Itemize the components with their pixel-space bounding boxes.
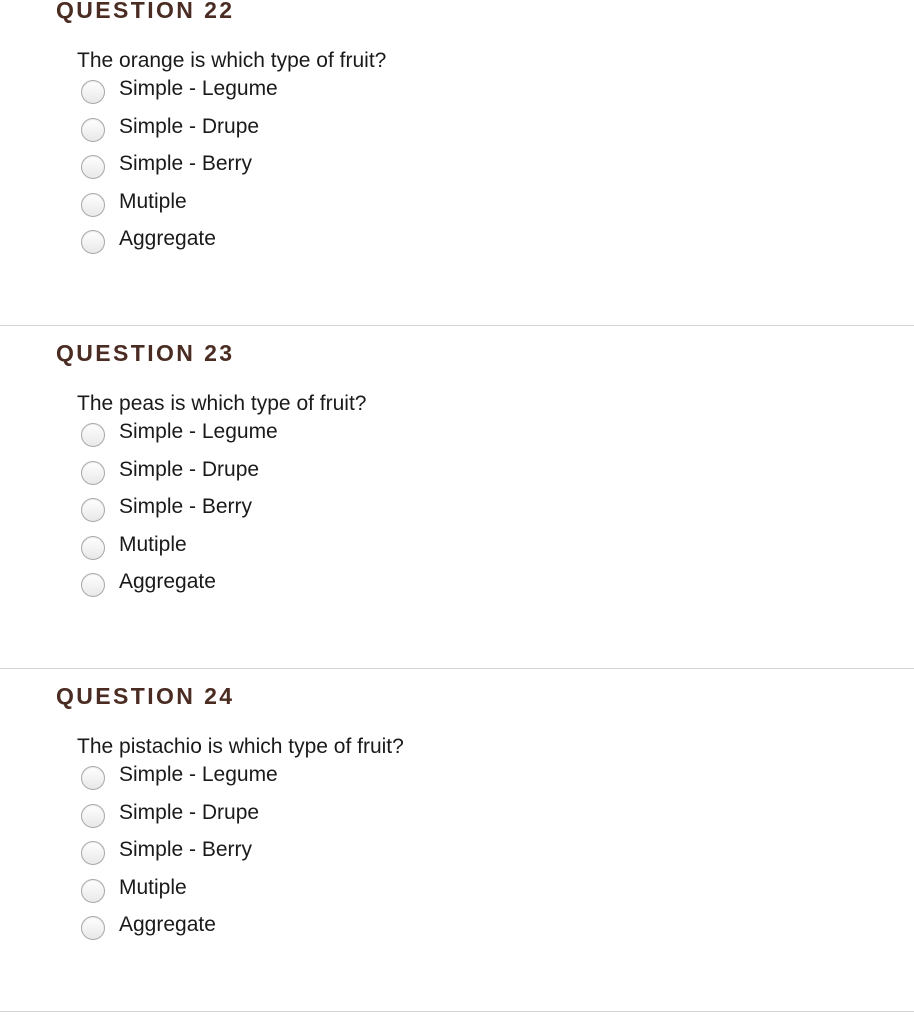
option-label[interactable]: Aggregate bbox=[119, 913, 216, 936]
radio-button[interactable] bbox=[81, 118, 105, 142]
radio-button[interactable] bbox=[81, 841, 105, 865]
radio-button[interactable] bbox=[81, 916, 105, 940]
question-block bbox=[0, 340, 914, 683]
option-label[interactable]: Simple - Legume bbox=[119, 763, 278, 786]
option-label[interactable]: Simple - Legume bbox=[119, 77, 278, 100]
question-text: The pistachio is which type of fruit? bbox=[77, 735, 404, 758]
option-label[interactable]: Aggregate bbox=[119, 227, 216, 250]
radio-button[interactable] bbox=[81, 155, 105, 179]
answer-option[interactable] bbox=[81, 458, 481, 496]
question-block bbox=[0, 0, 914, 340]
option-label[interactable]: Simple - Berry bbox=[119, 495, 253, 518]
answer-option[interactable] bbox=[81, 115, 481, 153]
answer-option[interactable] bbox=[81, 876, 481, 914]
answer-option[interactable] bbox=[81, 533, 481, 571]
radio-button[interactable] bbox=[81, 573, 105, 597]
radio-button[interactable] bbox=[81, 766, 105, 790]
answer-option[interactable] bbox=[81, 838, 481, 876]
answer-option[interactable] bbox=[81, 495, 481, 533]
option-label[interactable]: Simple - Drupe bbox=[119, 800, 260, 824]
question-text: The orange is which type of fruit? bbox=[77, 49, 387, 72]
radio-button[interactable] bbox=[81, 536, 105, 560]
answer-options bbox=[81, 420, 481, 608]
answer-option[interactable] bbox=[81, 152, 481, 190]
option-label[interactable]: Simple - Berry bbox=[119, 152, 253, 175]
radio-button[interactable] bbox=[81, 193, 105, 217]
answer-option[interactable] bbox=[81, 190, 481, 228]
radio-button[interactable] bbox=[81, 804, 105, 828]
radio-button[interactable] bbox=[81, 423, 105, 447]
option-label[interactable]: Mutiple bbox=[119, 189, 187, 213]
answer-option[interactable] bbox=[81, 913, 481, 951]
option-label[interactable]: Mutiple bbox=[119, 532, 187, 556]
option-label[interactable]: Mutiple bbox=[119, 875, 187, 899]
radio-button[interactable] bbox=[81, 230, 105, 254]
option-label[interactable]: Simple - Berry bbox=[119, 838, 253, 861]
radio-button[interactable] bbox=[81, 80, 105, 104]
section-divider bbox=[0, 668, 914, 669]
question-block bbox=[0, 683, 914, 1026]
answer-option[interactable] bbox=[81, 570, 481, 608]
answer-option[interactable] bbox=[81, 227, 481, 265]
question-text: The peas is which type of fruit? bbox=[77, 392, 367, 415]
radio-button[interactable] bbox=[81, 498, 105, 522]
answer-option[interactable] bbox=[81, 801, 481, 839]
option-label[interactable]: Simple - Drupe bbox=[119, 114, 260, 138]
answer-option[interactable] bbox=[81, 763, 481, 801]
question-header: QUESTION 22 bbox=[56, 0, 235, 23]
answer-options bbox=[81, 763, 481, 951]
question-header: QUESTION 23 bbox=[56, 340, 235, 366]
section-divider bbox=[0, 325, 914, 326]
answer-option[interactable] bbox=[81, 420, 481, 458]
option-label[interactable]: Simple - Legume bbox=[119, 420, 278, 443]
option-label[interactable]: Simple - Drupe bbox=[119, 457, 260, 481]
radio-button[interactable] bbox=[81, 879, 105, 903]
answer-options bbox=[81, 77, 481, 265]
answer-option[interactable] bbox=[81, 77, 481, 115]
option-label[interactable]: Aggregate bbox=[119, 570, 216, 593]
radio-button[interactable] bbox=[81, 461, 105, 485]
section-divider bbox=[0, 1011, 914, 1012]
question-header: QUESTION 24 bbox=[56, 683, 235, 709]
